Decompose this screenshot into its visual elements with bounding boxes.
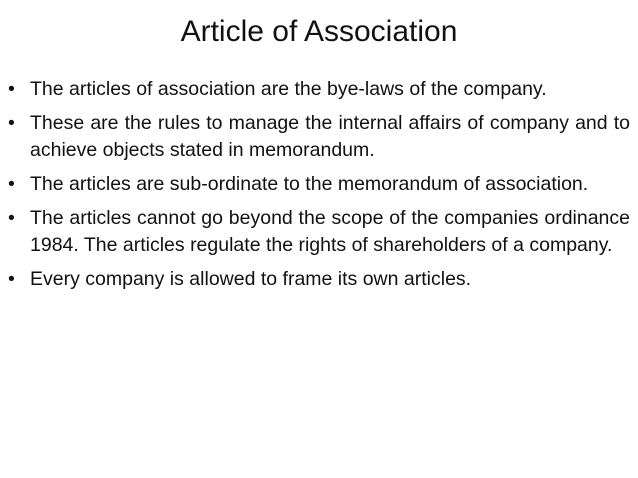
bullet-text: These are the rules to manage the internal affairs of company and to achieve objects stated in memorandum. <box>30 112 630 161</box>
bullet-item <box>8 110 630 164</box>
bullet-icon: • <box>8 173 15 195</box>
bullet-icon: • <box>8 78 15 100</box>
bullet-icon: • <box>8 112 15 134</box>
bullet-item <box>8 171 630 198</box>
bullet-icon: • <box>8 207 15 229</box>
bullet-list <box>8 76 630 300</box>
bullet-text: Every company is allowed to frame its own articles. <box>30 268 472 290</box>
bullet-text: The articles of association are the bye-laws of the company. <box>30 78 547 100</box>
bullet-item <box>8 205 630 259</box>
bullet-item <box>8 266 630 293</box>
bullet-text: The articles cannot go beyond the scope of the companies ordinance 1984. The articles regulate the rights of shareholders of a company. <box>30 207 630 256</box>
bullet-item <box>8 76 630 103</box>
bullet-icon: • <box>8 268 15 290</box>
slide-title: Article of Association <box>180 15 458 48</box>
bullet-text: The articles are sub-ordinate to the memorandum of association. <box>30 173 589 195</box>
